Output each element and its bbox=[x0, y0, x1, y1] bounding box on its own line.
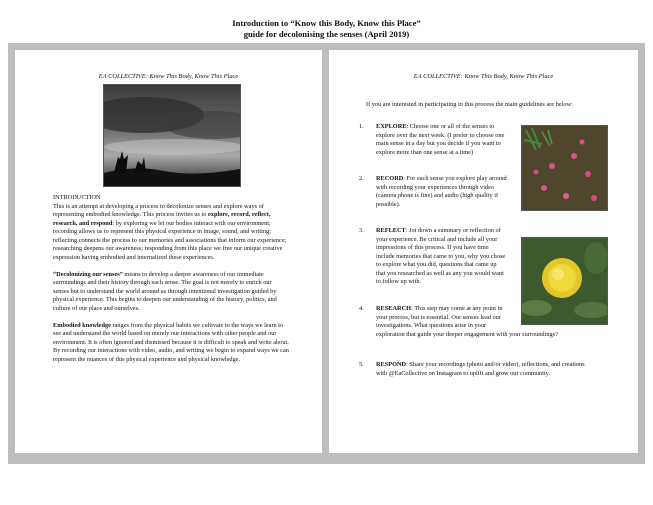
decolonizing-text: means to develop a deeper awareness of our immediate surroundings and their history through each sense. The goal is not merely to enrich our senses but to understand the world around us through intentional investigation guided by physical experience. This begins to deepen our understanding of the history, politics, and culture of our place and ourselves. bbox=[53, 270, 277, 312]
decolonizing-term: “Decolonizing our senses” bbox=[53, 270, 123, 278]
step-number: 2. bbox=[359, 175, 364, 182]
step-number: 4. bbox=[359, 305, 364, 312]
step-line: your process, but is essential. Our senses lead our bbox=[376, 313, 501, 321]
step-line: to follow up with. bbox=[376, 278, 422, 285]
guidelines-intro: If you are interested in participating in this process the main guidelines are below: bbox=[366, 101, 573, 108]
embodied-knowledge-term: Embodied knowledge bbox=[53, 321, 111, 329]
step-line: that you researched as well as any you would want bbox=[376, 269, 504, 277]
step-line: investigations. What questions arise in your bbox=[376, 322, 487, 329]
step-line: exploration that guide your deeper engagement with your surroundings? bbox=[376, 330, 558, 338]
left-page-header: EA COLLECTIVE: Know This Body, Know This Place bbox=[98, 73, 239, 80]
introduction-heading: INTRODUCTION bbox=[53, 194, 101, 201]
step-line: RESPOND: Share your recordings (photo and/or video), reflections, and creations bbox=[376, 361, 585, 368]
step-line: main sense in a day but you decide if you want to bbox=[376, 140, 501, 147]
step-line: explore over the next week. (I prefer to choose one bbox=[376, 131, 505, 139]
embodied-knowledge-paragraph bbox=[53, 322, 289, 365]
step-line: impressions of this process. If you have time bbox=[376, 244, 489, 251]
intro-text-part-2: : by exploring we let our bodies interact with our environment; recording allows us to represent this physical experience in image, sound, and writing; reflecting connects the process to our memories and associations that inform our experience; researching deepens our awareness; responding from this place we free our unique creative expression having embodied and internalized these experiences. bbox=[53, 219, 287, 261]
step-line: to explore what you did, questions that came up bbox=[376, 261, 497, 268]
step-line: (camera phone is fine) and audio (high quality if bbox=[376, 192, 499, 199]
right-page-header: EA COLLECTIVE: Know This Body, Know This Place bbox=[413, 73, 554, 80]
step-line: with recording your experiences through video bbox=[376, 183, 495, 191]
stormy-sky-photo-icon bbox=[103, 84, 241, 187]
step-line: with @EaCollective on Instagram to uplift and grow our community. bbox=[376, 369, 550, 377]
document-title-line-2: guide for decolonising the senses (April 2019) bbox=[243, 28, 410, 39]
embodied-knowledge-text: ranges from the physical habits we cultivate to the ways we learn to see and understand the world based on merely our interactions with other people and our environment. It is often ignored and dismissed because it is difficult to speak and write about. By recording our interactions with video, audio, and writing we begin to expand ways we can represent the nuances of this physical experience and physical knowledge. bbox=[53, 321, 289, 363]
intro-bold-verbs: explore, record, reflect, research, and respond bbox=[53, 211, 271, 227]
step-line: possible). bbox=[376, 200, 401, 208]
left-page-body bbox=[53, 194, 289, 373]
step-number: 1. bbox=[359, 123, 364, 130]
left-page bbox=[15, 50, 322, 453]
pink-flowers-photo-icon bbox=[521, 125, 608, 211]
right-page bbox=[329, 50, 638, 453]
decolonizing-paragraph bbox=[53, 271, 289, 314]
step-number: 3. bbox=[359, 227, 364, 234]
intro-text-part-1: This is an attempt at developing a process to decolonize senses and explore ways of representing embodied knowledge. This process invites us to bbox=[53, 202, 264, 218]
document-title-line-1: Introduction to “Know this Body, Know this Place” bbox=[232, 18, 421, 28]
introduction-paragraph bbox=[53, 194, 289, 262]
step-line: REFLECT: Jot down a summary or reflection of bbox=[376, 227, 501, 234]
step-number: 5. bbox=[359, 361, 364, 368]
step-line: include memories that came to you, why you chose bbox=[376, 252, 506, 260]
step-line: explore more than one sense at a time) bbox=[376, 148, 474, 156]
step-line: EXPLORE: Choose one or all of the senses to bbox=[376, 123, 495, 130]
document-title bbox=[0, 18, 653, 39]
step-line: RECORD: For each sense you explore play around bbox=[376, 175, 507, 182]
step-line: RESEARCH: This step may come at any point in bbox=[376, 305, 503, 312]
step-line: your experience. Be critical and include all your bbox=[376, 235, 498, 243]
yellow-flower-photo-icon bbox=[521, 237, 608, 325]
